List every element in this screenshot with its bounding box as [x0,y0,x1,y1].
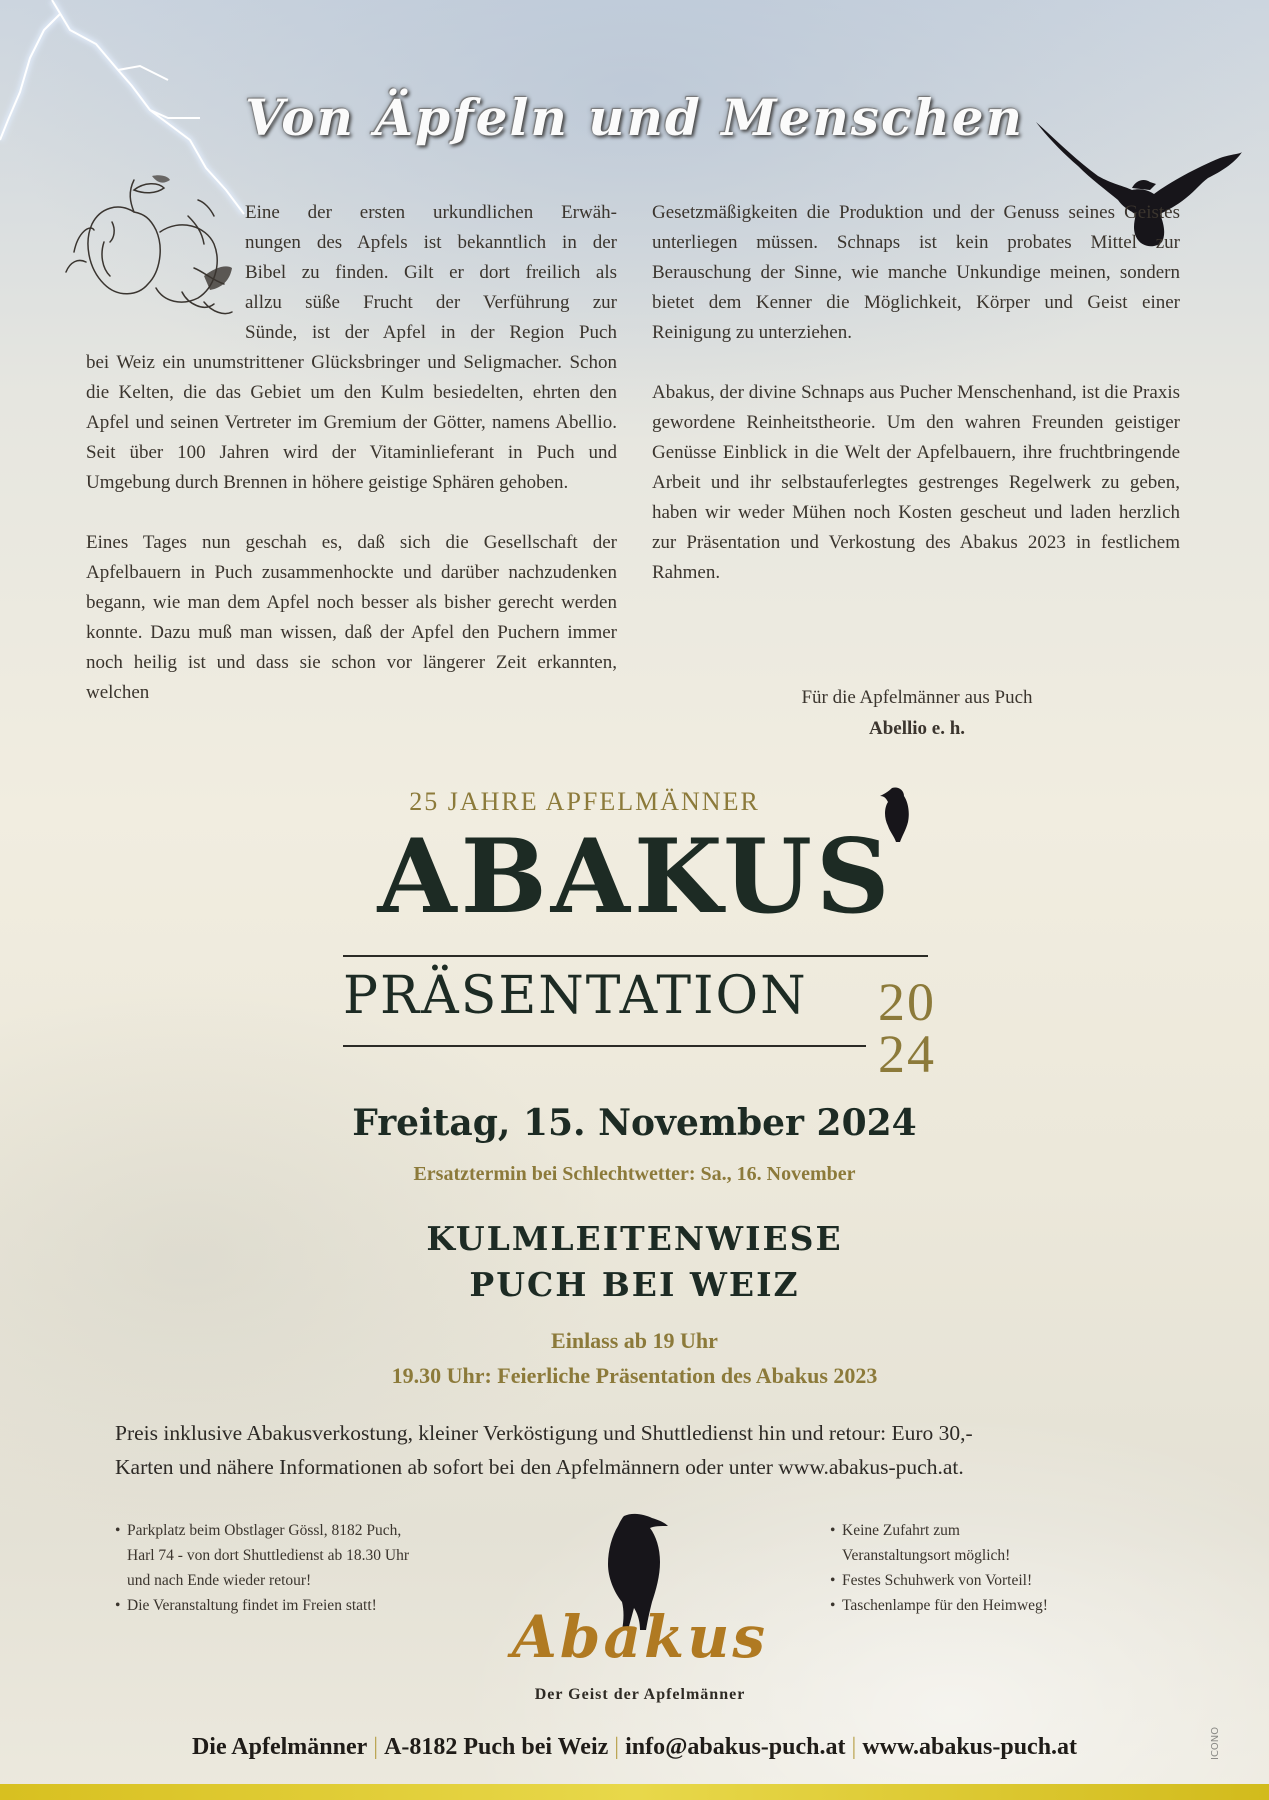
print-code: ICONO [1210,1726,1221,1760]
footer-email-link[interactable]: info@abakus-puch.at [625,1734,846,1760]
note-item: • Festes Schuhwerk von Vorteil! [830,1568,1150,1593]
presentation-title: PRÄSENTATION [343,966,808,1026]
rain-date: Ersatztermin bei Schlechtwetter: Sa., 16. November [413,1163,856,1185]
note-line: Harl 74 - von dort Shuttledienst ab 18.30 Uhr [127,1547,409,1564]
note-line: und nach Ende wieder retour! [127,1572,312,1589]
footer-separator: | [614,1734,620,1760]
anniversary-label: 25 JAHRE APFELMÄNNER [409,787,760,816]
article-col1 [86,348,617,708]
logo-tagline: Der Geist der Apfelmänner [534,1686,746,1703]
footer-separator: | [373,1734,379,1760]
note-item [830,1518,1150,1568]
note-item: • Die Veranstaltung findet im Freien statt! [115,1593,495,1618]
footer-address: A-8182 Puch bei Weiz [384,1734,609,1760]
brand-title: ABAKUS [377,817,894,937]
note-line: Veranstaltungsort möglich! [842,1547,1011,1564]
venue-line: PUCH BEI WEIZ [469,1265,800,1304]
entry-time: Einlass ab 19 Uhr [551,1328,718,1353]
note-line: • Parkplatz beim Obstlager Gössl, 8182 Puch, [127,1522,402,1539]
article-paragraph: bei Weiz ein unumstrittener Glücksbringer und Seligmacher. Schon die Kelten, die das Gebiet um den Kulm besiedelten, ehrten den Apfel und seinen Vertreter im Gremium der Götter, namens Abellio. Seit über 100 Jahren wird der Vitaminlieferant in Puch und Umgebung durch Brennen in höhere geistige Sphären gehoben. [86,352,617,493]
event-date: Freitag, 15. November 2024 [352,1102,917,1144]
apple-sketch-icon [64,172,234,332]
footer [0,1734,1269,1761]
article-line: allzu süße Frucht der Verführung zur [245,292,617,313]
footer-separator: | [851,1734,857,1760]
headline: Von Äpfeln und Menschen [245,88,1024,147]
program-time: 19.30 Uhr: Feierliche Präsentation des Abakus 2023 [391,1363,878,1388]
year-top: 20 [878,972,936,1032]
price-line: Preis inklusive Abakusverkostung, kleiner Verköstigung und Shuttledienst hin und retour: Euro 30,- [115,1421,973,1445]
venue-line: KULMLEITENWIESE [426,1219,843,1258]
rule-top [343,955,928,957]
signoff-name: Abellio e. h. [868,718,966,739]
note-item: • Taschenlampe für den Heimweg! [830,1593,1150,1618]
footer-web-link[interactable]: www.abakus-puch.at [862,1734,1078,1760]
year-display [878,972,936,1084]
signoff [700,682,1134,744]
logo-wordmark: Abakus [511,1603,769,1671]
article-line: Bibel zu finden. Gilt er dort freilich als [245,262,617,283]
article-col1-intro [245,198,617,348]
note-line: • Keine Zufahrt zum [842,1522,960,1539]
article-paragraph: Abakus, der divine Schnaps aus Pucher Menschenhand, ist die Praxis gewordene Reinheitstheorie. Um den wahren Freunden geistiger Genüsse Einblick in die Welt der Apfelbauern, ihre fruchtbringende Arbeit und ihr selbstauferlegtes gestrenges Regelwerk zu geben, haben wir weder Mühen noch Kosten gescheut und laden herzlich zur Präsentation und Verkostung des Abakus 2023 in festlichem Rahmen. [652,382,1180,583]
signoff-line: Für die Apfelmänner aus Puch [801,687,1033,708]
notes-left [115,1518,495,1618]
article-line: Eine der ersten urkundlichen Erwäh- [245,202,617,223]
year-bottom: 24 [878,1024,936,1084]
article-paragraph: Gesetzmäßigkeiten die Produktion und der Genuss seines Geistes unterliegen müssen. Schnaps ist kein probates Mittel zur Berauschung der Sinne, wie manche Unkundige meinen, sondern bietet dem Kenner die Möglichkeit, Körper und Geist einer Reinigung zu unterziehen. [652,202,1180,343]
notes-right [830,1518,1150,1618]
article-paragraph: Eines Tages nun geschah es, daß sich die Gesellschaft der Apfelbauern in Puch zusammenhockte und darüber nachzudenken begann, wie man dem Apfel noch besser als bisher gerecht werden konnte. Dazu muß man wissen, daß der Apfel den Puchern immer noch heilig ist und dass sie schon vor längerer Zeit erkannten, welchen [86,532,617,703]
article-line: nungen des Apfels ist bekanntlich in der [245,232,617,253]
price-line: Karten und nähere Informationen ab sofort bei den Apfelmännern oder unter www.abakus-puch.at. [115,1455,964,1479]
venue [0,1216,1269,1308]
note-item [115,1518,495,1593]
bottom-bar [0,1784,1269,1800]
article-line: Sünde, ist der Apfel in der Region Puch [245,322,617,343]
price-info [115,1416,1175,1484]
rule-bottom [343,1045,866,1047]
article-col2 [652,198,1180,588]
footer-org: Die Apfelmänner [191,1734,368,1760]
